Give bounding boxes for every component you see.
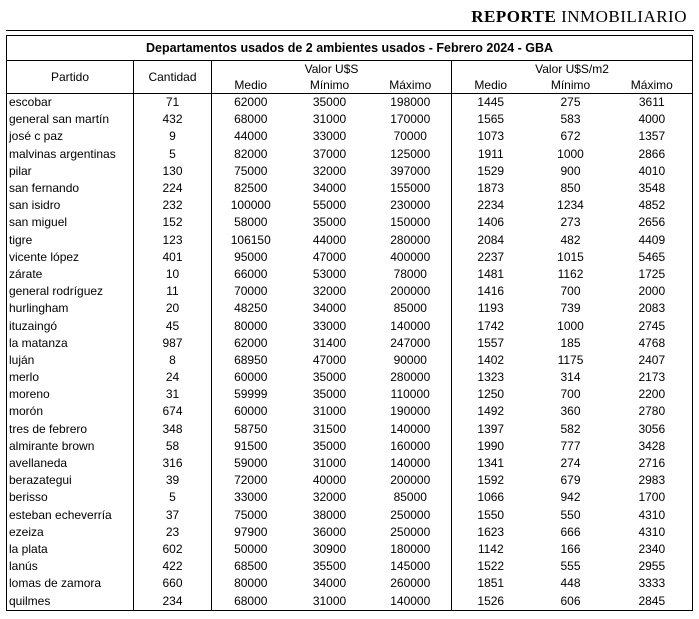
table-row <box>7 266 693 283</box>
cell-m2-minimo: 672 <box>560 129 581 144</box>
cell-usd-medio: 75000 <box>234 507 268 522</box>
cell-usd-maximo: 90000 <box>370 352 452 369</box>
cell-usd-maximo: 170000 <box>370 111 452 128</box>
cell-usd-minimo: 35000 <box>312 387 347 402</box>
cell-usd-minimo: 38000 <box>312 507 347 522</box>
header-group-usd: Valor U$S <box>212 61 452 78</box>
cell-m2-maximo: 1700 <box>612 489 693 506</box>
cell-cantidad: 234 <box>134 592 212 610</box>
cell-usd-medio: 59000 <box>234 456 268 471</box>
cell-cantidad: 130 <box>134 163 212 180</box>
cell-usd-medio: 82500 <box>234 181 268 196</box>
cell-partido: vicente lópez <box>7 249 134 266</box>
cell-cantidad: 71 <box>134 94 212 112</box>
cell-m2-medio: 1565 <box>477 112 505 127</box>
cell-m2-minimo: 679 <box>560 473 581 488</box>
cell-usd-medio: 58750 <box>234 421 268 436</box>
table-row <box>7 421 693 438</box>
cell-m2-maximo: 2780 <box>612 403 693 420</box>
cell-m2-maximo: 2000 <box>612 283 693 300</box>
cell-cantidad: 45 <box>134 317 212 334</box>
table-row <box>7 300 693 317</box>
cell-m2-medio: 1142 <box>477 541 504 556</box>
cell-partido: almirante brown <box>7 438 134 455</box>
cell-partido: san fernando <box>7 180 134 197</box>
cell-cantidad: 37 <box>134 507 212 524</box>
cell-partido: luján <box>7 352 134 369</box>
cell-usd-medio: 68000 <box>212 592 290 610</box>
cell-cantidad: 660 <box>134 575 212 592</box>
table-row <box>7 369 693 386</box>
cell-m2-maximo: 2407 <box>612 352 693 369</box>
table-row <box>7 558 693 575</box>
cell-m2-maximo: 5465 <box>612 249 693 266</box>
cell-m2-medio: 1416 <box>477 284 505 299</box>
cell-usd-medio: 106150 <box>230 232 271 247</box>
cell-usd-maximo: 150000 <box>370 214 452 231</box>
cell-m2-minimo: 1175 <box>557 352 584 367</box>
cell-partido: hurlingham <box>7 300 134 317</box>
cell-m2-medio: 2234 <box>477 198 505 213</box>
cell-usd-medio: 80000 <box>234 576 268 591</box>
cell-m2-medio: 1323 <box>477 370 505 385</box>
cell-usd-minimo: 37000 <box>312 146 347 161</box>
header-m2-medio: Medio <box>452 77 530 94</box>
cell-partido: tres de febrero <box>7 421 134 438</box>
cell-m2-maximo: 1725 <box>612 266 693 283</box>
cell-m2-medio: 1851 <box>477 576 505 591</box>
header-cantidad: Cantidad <box>134 61 212 94</box>
header-group-usd-m2: Valor U$S/m2 <box>452 61 693 78</box>
cell-usd-minimo: 44000 <box>312 232 347 247</box>
cell-usd-medio: 60000 <box>234 404 268 419</box>
cell-m2-medio: 1526 <box>452 592 530 610</box>
cell-m2-minimo: 482 <box>560 232 581 247</box>
cell-partido: la plata <box>7 541 134 558</box>
brand-logo <box>471 6 687 28</box>
table-row <box>7 507 693 524</box>
cell-usd-minimo: 31000 <box>312 404 347 419</box>
cell-usd-medio: 75000 <box>234 163 268 178</box>
cell-m2-minimo: 185 <box>560 335 581 350</box>
header-m2-minimo: Mínimo <box>530 77 612 94</box>
cell-usd-maximo: 280000 <box>370 232 452 249</box>
cell-cantidad: 348 <box>134 421 212 438</box>
brand-light: INMOBILIARIO <box>561 7 687 26</box>
cell-usd-maximo: 160000 <box>370 438 452 455</box>
cell-m2-maximo: 4010 <box>612 163 693 180</box>
cell-usd-minimo: 35000 <box>312 438 347 453</box>
cell-usd-medio: 72000 <box>234 473 268 488</box>
cell-usd-medio: 68950 <box>234 352 268 367</box>
cell-partido: ituzaingó <box>7 317 134 334</box>
cell-m2-maximo: 3548 <box>612 180 693 197</box>
cell-usd-maximo: 190000 <box>370 403 452 420</box>
cell-usd-maximo: 85000 <box>370 489 452 506</box>
cell-usd-medio: 60000 <box>234 370 268 385</box>
cell-cantidad: 9 <box>134 128 212 145</box>
cell-m2-minimo: 583 <box>560 112 581 127</box>
cell-usd-medio: 82000 <box>234 146 268 161</box>
cell-usd-minimo: 33000 <box>312 129 347 144</box>
cell-m2-minimo: 273 <box>560 215 581 230</box>
cell-cantidad: 401 <box>134 249 212 266</box>
cell-m2-minimo: 739 <box>560 301 581 316</box>
cell-m2-minimo: 1000 <box>557 146 584 161</box>
cell-usd-maximo: 250000 <box>370 507 452 524</box>
cell-usd-minimo: 30900 <box>312 541 347 556</box>
cell-usd-maximo: 250000 <box>370 524 452 541</box>
cell-usd-medio: 95000 <box>234 249 268 264</box>
cell-m2-medio: 1529 <box>477 163 505 178</box>
cell-m2-maximo: 2656 <box>612 214 693 231</box>
cell-m2-maximo: 3428 <box>612 438 693 455</box>
brand-bold: REPORTE <box>471 7 557 26</box>
table-row <box>7 232 693 249</box>
cell-m2-minimo: 555 <box>560 559 581 574</box>
cell-usd-maximo: 70000 <box>370 128 452 145</box>
cell-cantidad: 674 <box>134 403 212 420</box>
cell-usd-minimo: 35000 <box>312 215 347 230</box>
cell-usd-maximo: 140000 <box>370 455 452 472</box>
cell-m2-maximo: 4310 <box>612 524 693 541</box>
cell-usd-maximo: 155000 <box>370 180 452 197</box>
table-row <box>7 386 693 403</box>
cell-usd-minimo: 40000 <box>312 473 347 488</box>
cell-usd-minimo: 34000 <box>312 576 347 591</box>
cell-partido: berazategui <box>7 472 134 489</box>
cell-m2-minimo: 900 <box>560 163 581 178</box>
cell-usd-maximo: 110000 <box>370 386 452 403</box>
table-body <box>7 94 693 611</box>
cell-partido: esteban echeverría <box>7 507 134 524</box>
cell-partido: escobar <box>7 94 134 112</box>
cell-partido: quilmes <box>7 592 134 610</box>
cell-usd-minimo: 35500 <box>312 559 347 574</box>
cell-m2-minimo: 166 <box>560 541 581 556</box>
cell-usd-maximo: 140000 <box>370 421 452 438</box>
table-row <box>7 163 693 180</box>
cell-usd-maximo: 180000 <box>370 541 452 558</box>
cell-m2-minimo: 1234 <box>557 198 584 213</box>
cell-cantidad: 11 <box>134 283 212 300</box>
cell-cantidad: 10 <box>134 266 212 283</box>
cell-usd-minimo: 31000 <box>312 456 347 471</box>
cell-m2-maximo: 4852 <box>612 197 693 214</box>
cell-cantidad: 422 <box>134 558 212 575</box>
cell-usd-minimo: 32000 <box>312 490 347 505</box>
cell-m2-medio: 1492 <box>477 404 505 419</box>
cell-usd-minimo: 53000 <box>312 266 347 281</box>
cell-m2-medio: 1250 <box>477 387 505 402</box>
cell-m2-minimo: 274 <box>560 456 581 471</box>
cell-m2-minimo: 850 <box>560 181 581 196</box>
header-m2-maximo: Máximo <box>612 77 693 94</box>
cell-usd-minimo: 35000 <box>312 95 347 110</box>
cell-m2-minimo: 1000 <box>557 318 584 333</box>
cell-usd-maximo: 247000 <box>370 335 452 352</box>
table-row <box>7 352 693 369</box>
cell-m2-minimo: 1162 <box>557 266 584 281</box>
cell-partido: merlo <box>7 369 134 386</box>
cell-m2-medio: 1406 <box>477 215 505 230</box>
cell-m2-medio: 1623 <box>477 524 505 539</box>
cell-usd-minimo: 31400 <box>312 335 347 350</box>
cell-m2-medio: 1742 <box>477 318 505 333</box>
cell-m2-maximo: 1357 <box>612 128 693 145</box>
cell-usd-minimo: 31500 <box>312 421 347 436</box>
cell-m2-maximo: 2955 <box>612 558 693 575</box>
cell-m2-maximo: 4000 <box>612 111 693 128</box>
cell-usd-medio: 91500 <box>234 438 268 453</box>
cell-partido: avellaneda <box>7 455 134 472</box>
cell-m2-medio: 1193 <box>477 301 504 316</box>
header-usd-maximo: Máximo <box>370 77 452 94</box>
cell-cantidad: 232 <box>134 197 212 214</box>
cell-usd-maximo: 140000 <box>370 592 452 610</box>
cell-cantidad: 23 <box>134 524 212 541</box>
cell-m2-minimo: 1015 <box>557 249 584 264</box>
cell-usd-medio: 50000 <box>234 541 268 556</box>
cell-m2-medio: 2084 <box>477 232 505 247</box>
cell-cantidad: 20 <box>134 300 212 317</box>
table-row <box>7 438 693 455</box>
cell-usd-minimo: 47000 <box>312 352 347 367</box>
table-row <box>7 575 693 592</box>
cell-cantidad: 39 <box>134 472 212 489</box>
cell-usd-medio: 68500 <box>234 559 268 574</box>
cell-m2-medio: 1397 <box>477 421 505 436</box>
cell-m2-minimo: 700 <box>560 387 581 402</box>
cell-m2-maximo: 2200 <box>612 386 693 403</box>
header-usd-medio: Medio <box>212 77 290 94</box>
cell-usd-medio: 58000 <box>234 215 268 230</box>
cell-cantidad: 224 <box>134 180 212 197</box>
cell-partido: san miguel <box>7 214 134 231</box>
cell-partido: tigre <box>7 232 134 249</box>
cell-m2-medio: 2237 <box>477 249 505 264</box>
cell-partido: ezeiza <box>7 524 134 541</box>
cell-m2-minimo: 700 <box>560 284 581 299</box>
cell-partido: malvinas argentinas <box>7 146 134 163</box>
cell-usd-medio: 59999 <box>234 387 268 402</box>
cell-usd-minimo: 32000 <box>312 163 347 178</box>
cell-m2-minimo: 275 <box>560 95 581 110</box>
cell-partido: berisso <box>7 489 134 506</box>
header-usd-minimo: Mínimo <box>290 77 370 94</box>
cell-m2-minimo: 448 <box>560 576 581 591</box>
header-rule <box>6 30 694 31</box>
cell-m2-medio: 1990 <box>477 438 505 453</box>
cell-m2-minimo: 942 <box>560 490 581 505</box>
cell-m2-minimo: 606 <box>530 592 612 610</box>
cell-usd-medio: 66000 <box>234 266 268 281</box>
cell-m2-minimo: 360 <box>560 404 581 419</box>
cell-usd-medio: 80000 <box>234 318 268 333</box>
cell-m2-maximo: 2845 <box>612 592 693 610</box>
table-row <box>7 455 693 472</box>
cell-m2-medio: 1522 <box>477 559 505 574</box>
cell-m2-maximo: 4310 <box>612 507 693 524</box>
cell-cantidad: 316 <box>134 455 212 472</box>
table-row <box>7 592 693 610</box>
cell-cantidad: 24 <box>134 369 212 386</box>
cell-usd-minimo: 31000 <box>312 112 347 127</box>
table-row <box>7 489 693 506</box>
cell-m2-minimo: 582 <box>560 421 581 436</box>
table-row <box>7 94 693 112</box>
cell-m2-medio: 1911 <box>477 146 504 161</box>
table-row <box>7 317 693 334</box>
table-row <box>7 146 693 163</box>
cell-m2-maximo: 2716 <box>612 455 693 472</box>
cell-usd-medio: 62000 <box>234 95 268 110</box>
cell-m2-medio: 1873 <box>477 181 505 196</box>
table-row <box>7 180 693 197</box>
cell-usd-maximo: 140000 <box>370 317 452 334</box>
cell-cantidad: 58 <box>134 438 212 455</box>
cell-usd-maximo: 198000 <box>370 94 452 112</box>
cell-usd-minimo: 34000 <box>312 301 347 316</box>
cell-partido: morón <box>7 403 134 420</box>
cell-m2-maximo: 2983 <box>612 472 693 489</box>
cell-usd-minimo: 33000 <box>312 318 347 333</box>
table-title: Departamentos usados de 2 ambientes usados - Febrero 2024 - GBA <box>7 36 693 61</box>
table-row <box>7 128 693 145</box>
cell-cantidad: 432 <box>134 111 212 128</box>
cell-usd-medio: 62000 <box>234 335 268 350</box>
cell-usd-maximo: 230000 <box>370 197 452 214</box>
cell-cantidad: 31 <box>134 386 212 403</box>
cell-m2-maximo: 4409 <box>612 232 693 249</box>
cell-m2-maximo: 3611 <box>612 94 693 112</box>
cell-m2-minimo: 777 <box>560 438 581 453</box>
table-row <box>7 335 693 352</box>
cell-m2-maximo: 3333 <box>612 575 693 592</box>
cell-usd-maximo: 280000 <box>370 369 452 386</box>
cell-cantidad: 123 <box>134 232 212 249</box>
cell-m2-maximo: 3056 <box>612 421 693 438</box>
cell-m2-medio: 1066 <box>477 490 505 505</box>
table-row <box>7 214 693 231</box>
cell-m2-maximo: 2340 <box>612 541 693 558</box>
cell-partido: lanús <box>7 558 134 575</box>
cell-usd-medio: 68000 <box>234 112 268 127</box>
cell-usd-maximo: 85000 <box>370 300 452 317</box>
data-table <box>6 35 693 611</box>
table-row <box>7 403 693 420</box>
cell-m2-minimo: 314 <box>560 370 581 385</box>
cell-usd-minimo: 36000 <box>312 524 347 539</box>
cell-usd-minimo: 47000 <box>312 249 347 264</box>
cell-usd-maximo: 397000 <box>370 163 452 180</box>
cell-partido: la matanza <box>7 335 134 352</box>
cell-partido: general san martín <box>7 111 134 128</box>
cell-m2-medio: 1341 <box>477 456 505 471</box>
cell-usd-medio: 33000 <box>234 490 268 505</box>
cell-cantidad: 987 <box>134 335 212 352</box>
cell-usd-minimo: 31000 <box>290 592 370 610</box>
cell-usd-minimo: 34000 <box>312 181 347 196</box>
cell-cantidad: 5 <box>134 489 212 506</box>
cell-m2-minimo: 666 <box>560 524 581 539</box>
cell-usd-maximo: 260000 <box>370 575 452 592</box>
cell-m2-medio: 1445 <box>477 95 505 110</box>
cell-usd-minimo: 55000 <box>312 198 347 213</box>
cell-m2-maximo: 2745 <box>612 317 693 334</box>
cell-partido: zárate <box>7 266 134 283</box>
table-row <box>7 249 693 266</box>
cell-m2-maximo: 2083 <box>612 300 693 317</box>
table-row <box>7 472 693 489</box>
cell-partido: lomas de zamora <box>7 575 134 592</box>
cell-partido: pilar <box>7 163 134 180</box>
cell-cantidad: 8 <box>134 352 212 369</box>
cell-usd-medio: 97900 <box>234 524 268 539</box>
cell-m2-medio: 1557 <box>477 335 505 350</box>
cell-cantidad: 602 <box>134 541 212 558</box>
cell-cantidad: 152 <box>134 214 212 231</box>
cell-m2-maximo: 2866 <box>612 146 693 163</box>
cell-usd-maximo: 145000 <box>370 558 452 575</box>
table-row <box>7 541 693 558</box>
cell-m2-minimo: 550 <box>560 507 581 522</box>
table-row <box>7 283 693 300</box>
cell-m2-medio: 1402 <box>477 352 505 367</box>
cell-usd-minimo: 35000 <box>312 370 347 385</box>
cell-usd-maximo: 125000 <box>370 146 452 163</box>
cell-m2-maximo: 2173 <box>612 369 693 386</box>
cell-usd-maximo: 78000 <box>370 266 452 283</box>
header-partido: Partido <box>7 61 134 94</box>
cell-partido: san isidro <box>7 197 134 214</box>
cell-cantidad: 5 <box>134 146 212 163</box>
table-row <box>7 111 693 128</box>
table-row <box>7 524 693 541</box>
cell-usd-medio: 70000 <box>234 284 268 299</box>
cell-usd-maximo: 200000 <box>370 283 452 300</box>
cell-m2-medio: 1592 <box>477 473 505 488</box>
cell-usd-maximo: 400000 <box>370 249 452 266</box>
cell-m2-maximo: 4768 <box>612 335 693 352</box>
cell-usd-medio: 100000 <box>230 198 271 213</box>
cell-m2-medio: 1073 <box>477 129 505 144</box>
cell-usd-minimo: 32000 <box>312 284 347 299</box>
cell-m2-medio: 1550 <box>477 507 505 522</box>
cell-usd-medio: 48250 <box>234 301 268 316</box>
cell-usd-medio: 44000 <box>234 129 268 144</box>
cell-partido: moreno <box>7 386 134 403</box>
cell-usd-maximo: 200000 <box>370 472 452 489</box>
cell-partido: josé c paz <box>7 128 134 145</box>
cell-m2-medio: 1481 <box>477 266 505 281</box>
cell-partido: general rodríguez <box>7 283 134 300</box>
table-row <box>7 197 693 214</box>
